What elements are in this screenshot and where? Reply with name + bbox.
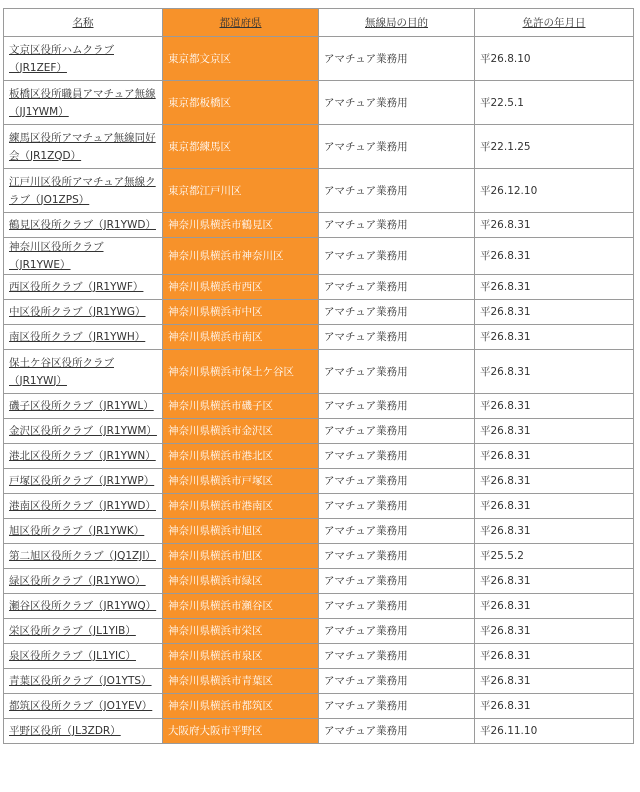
- table-row: [4, 238, 634, 275]
- license-date-cell: 平26.8.31: [475, 350, 634, 394]
- table-row: [4, 619, 634, 644]
- station-name-cell: [4, 644, 163, 669]
- station-name-cell: [4, 300, 163, 325]
- purpose-cell: アマチュア業務用: [319, 213, 475, 238]
- station-name-link[interactable]: 都筑区役所クラブ（JO1YEV）: [9, 700, 153, 712]
- table-row: [4, 37, 634, 81]
- prefecture-cell: 神奈川県横浜市瀬谷区: [163, 594, 319, 619]
- station-name-cell: [4, 419, 163, 444]
- prefecture-cell: 神奈川県横浜市旭区: [163, 519, 319, 544]
- license-date-cell: 平26.12.10: [475, 169, 634, 213]
- purpose-cell: アマチュア業務用: [319, 519, 475, 544]
- purpose-cell: アマチュア業務用: [319, 444, 475, 469]
- prefecture-cell: 大阪府大阪市平野区: [163, 719, 319, 744]
- station-name-cell: [4, 694, 163, 719]
- purpose-cell: アマチュア業務用: [319, 569, 475, 594]
- prefecture-cell: 神奈川県横浜市保土ケ谷区: [163, 350, 319, 394]
- prefecture-cell: 神奈川県横浜市緑区: [163, 569, 319, 594]
- license-date-cell: 平26.8.31: [475, 444, 634, 469]
- column-header-name[interactable]: 名称: [4, 9, 163, 37]
- license-date-cell: 平26.8.10: [475, 37, 634, 81]
- table-row: [4, 694, 634, 719]
- purpose-cell: アマチュア業務用: [319, 325, 475, 350]
- station-name-link[interactable]: 瀬谷区役所クラブ（JR1YWQ）: [9, 600, 157, 612]
- purpose-cell: アマチュア業務用: [319, 125, 475, 169]
- station-name-link[interactable]: 練馬区役所アマチュア無線同好会（JR1ZQD）: [9, 131, 156, 162]
- station-name-cell: [4, 469, 163, 494]
- prefecture-cell: 神奈川県横浜市金沢区: [163, 419, 319, 444]
- purpose-cell: アマチュア業務用: [319, 544, 475, 569]
- station-name-link[interactable]: 旭区役所クラブ（JR1YWK）: [9, 525, 145, 537]
- station-name-link[interactable]: 江戸川区役所アマチュア無線クラブ（JO1ZPS）: [9, 175, 156, 206]
- station-name-link[interactable]: 磯子区役所クラブ（JR1YWL）: [9, 400, 154, 412]
- table-row: [4, 213, 634, 238]
- prefecture-cell: 神奈川県横浜市戸塚区: [163, 469, 319, 494]
- station-name-link[interactable]: 泉区役所クラブ（JL1YIC）: [9, 650, 136, 662]
- station-name-link[interactable]: 鶴見区役所クラブ（JR1YWD）: [9, 219, 156, 231]
- license-date-cell: 平26.8.31: [475, 238, 634, 275]
- station-name-cell: [4, 669, 163, 694]
- license-date-cell: 平26.8.31: [475, 519, 634, 544]
- table-row: [4, 419, 634, 444]
- station-name-link[interactable]: 青葉区役所クラブ（JO1YTS）: [9, 675, 152, 687]
- table-row: [4, 125, 634, 169]
- station-name-link[interactable]: 神奈川区役所クラブ（JR1YWE）: [9, 241, 104, 271]
- prefecture-cell: 神奈川県横浜市磯子区: [163, 394, 319, 419]
- purpose-cell: アマチュア業務用: [319, 694, 475, 719]
- station-name-cell: [4, 325, 163, 350]
- license-date-cell: 平26.8.31: [475, 325, 634, 350]
- prefecture-cell: 東京都板橋区: [163, 81, 319, 125]
- station-name-cell: [4, 394, 163, 419]
- license-date-cell: 平22.1.25: [475, 125, 634, 169]
- license-date-cell: 平26.8.31: [475, 694, 634, 719]
- license-date-cell: 平26.8.31: [475, 275, 634, 300]
- table-row: [4, 594, 634, 619]
- column-header-prefecture[interactable]: 都道府県: [163, 9, 319, 37]
- station-name-cell: [4, 594, 163, 619]
- station-name-link[interactable]: 金沢区役所クラブ（JR1YWM）: [9, 425, 157, 437]
- prefecture-cell: 神奈川県横浜市都筑区: [163, 694, 319, 719]
- purpose-cell: アマチュア業務用: [319, 594, 475, 619]
- table-row: [4, 394, 634, 419]
- station-name-link[interactable]: 栄区役所クラブ（JL1YIB）: [9, 625, 136, 637]
- license-date-cell: 平26.8.31: [475, 213, 634, 238]
- purpose-cell: アマチュア業務用: [319, 644, 475, 669]
- prefecture-cell: 神奈川県横浜市神奈川区: [163, 238, 319, 275]
- prefecture-cell: 神奈川県横浜市栄区: [163, 619, 319, 644]
- purpose-cell: アマチュア業務用: [319, 275, 475, 300]
- table-body: [4, 37, 634, 744]
- purpose-cell: アマチュア業務用: [319, 469, 475, 494]
- table-header: [4, 9, 634, 37]
- table-row: [4, 81, 634, 125]
- prefecture-cell: 神奈川県横浜市中区: [163, 300, 319, 325]
- license-date-cell: 平26.8.31: [475, 300, 634, 325]
- station-name-link[interactable]: 文京区役所ハムクラブ（JR1ZEF）: [9, 43, 114, 74]
- prefecture-cell: 東京都文京区: [163, 37, 319, 81]
- purpose-cell: アマチュア業務用: [319, 81, 475, 125]
- table-row: [4, 169, 634, 213]
- prefecture-cell: 神奈川県横浜市鶴見区: [163, 213, 319, 238]
- table-row: [4, 569, 634, 594]
- column-header-license-date[interactable]: 免許の年月日: [475, 9, 634, 37]
- purpose-cell: アマチュア業務用: [319, 619, 475, 644]
- license-date-cell: 平26.8.31: [475, 669, 634, 694]
- license-date-cell: 平26.8.31: [475, 569, 634, 594]
- prefecture-cell: 神奈川県横浜市青葉区: [163, 669, 319, 694]
- table-row: [4, 350, 634, 394]
- license-date-cell: 平26.8.31: [475, 419, 634, 444]
- station-name-cell: [4, 275, 163, 300]
- station-name-cell: [4, 619, 163, 644]
- table-row: [4, 444, 634, 469]
- station-name-cell: [4, 519, 163, 544]
- prefecture-cell: 東京都練馬区: [163, 125, 319, 169]
- station-name-cell: [4, 81, 163, 125]
- station-name-cell: [4, 125, 163, 169]
- station-name-link[interactable]: 西区役所クラブ（JR1YWF）: [9, 281, 144, 293]
- station-name-link[interactable]: 緑区役所クラブ（JR1YWO）: [9, 575, 146, 587]
- prefecture-cell: 東京都江戸川区: [163, 169, 319, 213]
- station-name-cell: [4, 213, 163, 238]
- header-row: [4, 9, 634, 37]
- table-row: [4, 494, 634, 519]
- table-row: [4, 325, 634, 350]
- table-row: [4, 644, 634, 669]
- station-table: [3, 8, 634, 744]
- purpose-cell: アマチュア業務用: [319, 169, 475, 213]
- purpose-cell: アマチュア業務用: [319, 394, 475, 419]
- station-name-cell: [4, 238, 163, 275]
- table-row: [4, 719, 634, 744]
- table-row: [4, 519, 634, 544]
- license-date-cell: 平26.8.31: [475, 644, 634, 669]
- purpose-cell: アマチュア業務用: [319, 419, 475, 444]
- station-name-cell: [4, 169, 163, 213]
- purpose-cell: アマチュア業務用: [319, 719, 475, 744]
- station-name-link[interactable]: 板橋区役所職員アマチュア無線（JJ1YWM）: [9, 87, 156, 118]
- station-name-link[interactable]: 港北区役所クラブ（JR1YWN）: [9, 450, 156, 462]
- prefecture-cell: 神奈川県横浜市西区: [163, 275, 319, 300]
- license-date-cell: 平26.11.10: [475, 719, 634, 744]
- station-name-link[interactable]: 南区役所クラブ（JR1YWH）: [9, 331, 146, 343]
- license-date-cell: 平22.5.1: [475, 81, 634, 125]
- station-name-cell: [4, 444, 163, 469]
- station-name-cell: [4, 719, 163, 744]
- license-date-cell: 平26.8.31: [475, 394, 634, 419]
- purpose-cell: アマチュア業務用: [319, 238, 475, 275]
- station-name-link[interactable]: 第二旭区役所クラブ（JQ1ZJI）: [9, 550, 156, 562]
- table-row: [4, 300, 634, 325]
- license-date-cell: 平26.8.31: [475, 469, 634, 494]
- table-row: [4, 275, 634, 300]
- station-name-link[interactable]: 戸塚区役所クラブ（JR1YWP）: [9, 475, 155, 487]
- station-name-cell: [4, 494, 163, 519]
- license-date-cell: 平26.8.31: [475, 594, 634, 619]
- station-name-link[interactable]: 港南区役所クラブ（JR1YWD）: [9, 500, 156, 512]
- prefecture-cell: 神奈川県横浜市泉区: [163, 644, 319, 669]
- station-name-link[interactable]: 保土ケ谷区役所クラブ（JR1YWJ）: [9, 356, 114, 387]
- license-date-cell: 平26.8.31: [475, 619, 634, 644]
- table-row: [4, 544, 634, 569]
- prefecture-cell: 神奈川県横浜市港北区: [163, 444, 319, 469]
- station-name-link[interactable]: 平野区役所（JL3ZDR）: [9, 725, 121, 737]
- prefecture-cell: 神奈川県横浜市南区: [163, 325, 319, 350]
- prefecture-cell: 神奈川県横浜市旭区: [163, 544, 319, 569]
- station-name-cell: [4, 569, 163, 594]
- table-row: [4, 469, 634, 494]
- prefecture-cell: 神奈川県横浜市港南区: [163, 494, 319, 519]
- station-name-link[interactable]: 中区役所クラブ（JR1YWG）: [9, 306, 146, 318]
- license-date-cell: 平26.8.31: [475, 494, 634, 519]
- purpose-cell: アマチュア業務用: [319, 669, 475, 694]
- purpose-cell: アマチュア業務用: [319, 494, 475, 519]
- column-header-purpose[interactable]: 無線局の目的: [319, 9, 475, 37]
- license-date-cell: 平25.5.2: [475, 544, 634, 569]
- purpose-cell: アマチュア業務用: [319, 37, 475, 81]
- station-name-cell: [4, 350, 163, 394]
- station-name-cell: [4, 544, 163, 569]
- station-name-cell: [4, 37, 163, 81]
- purpose-cell: アマチュア業務用: [319, 350, 475, 394]
- purpose-cell: アマチュア業務用: [319, 300, 475, 325]
- table-row: [4, 669, 634, 694]
